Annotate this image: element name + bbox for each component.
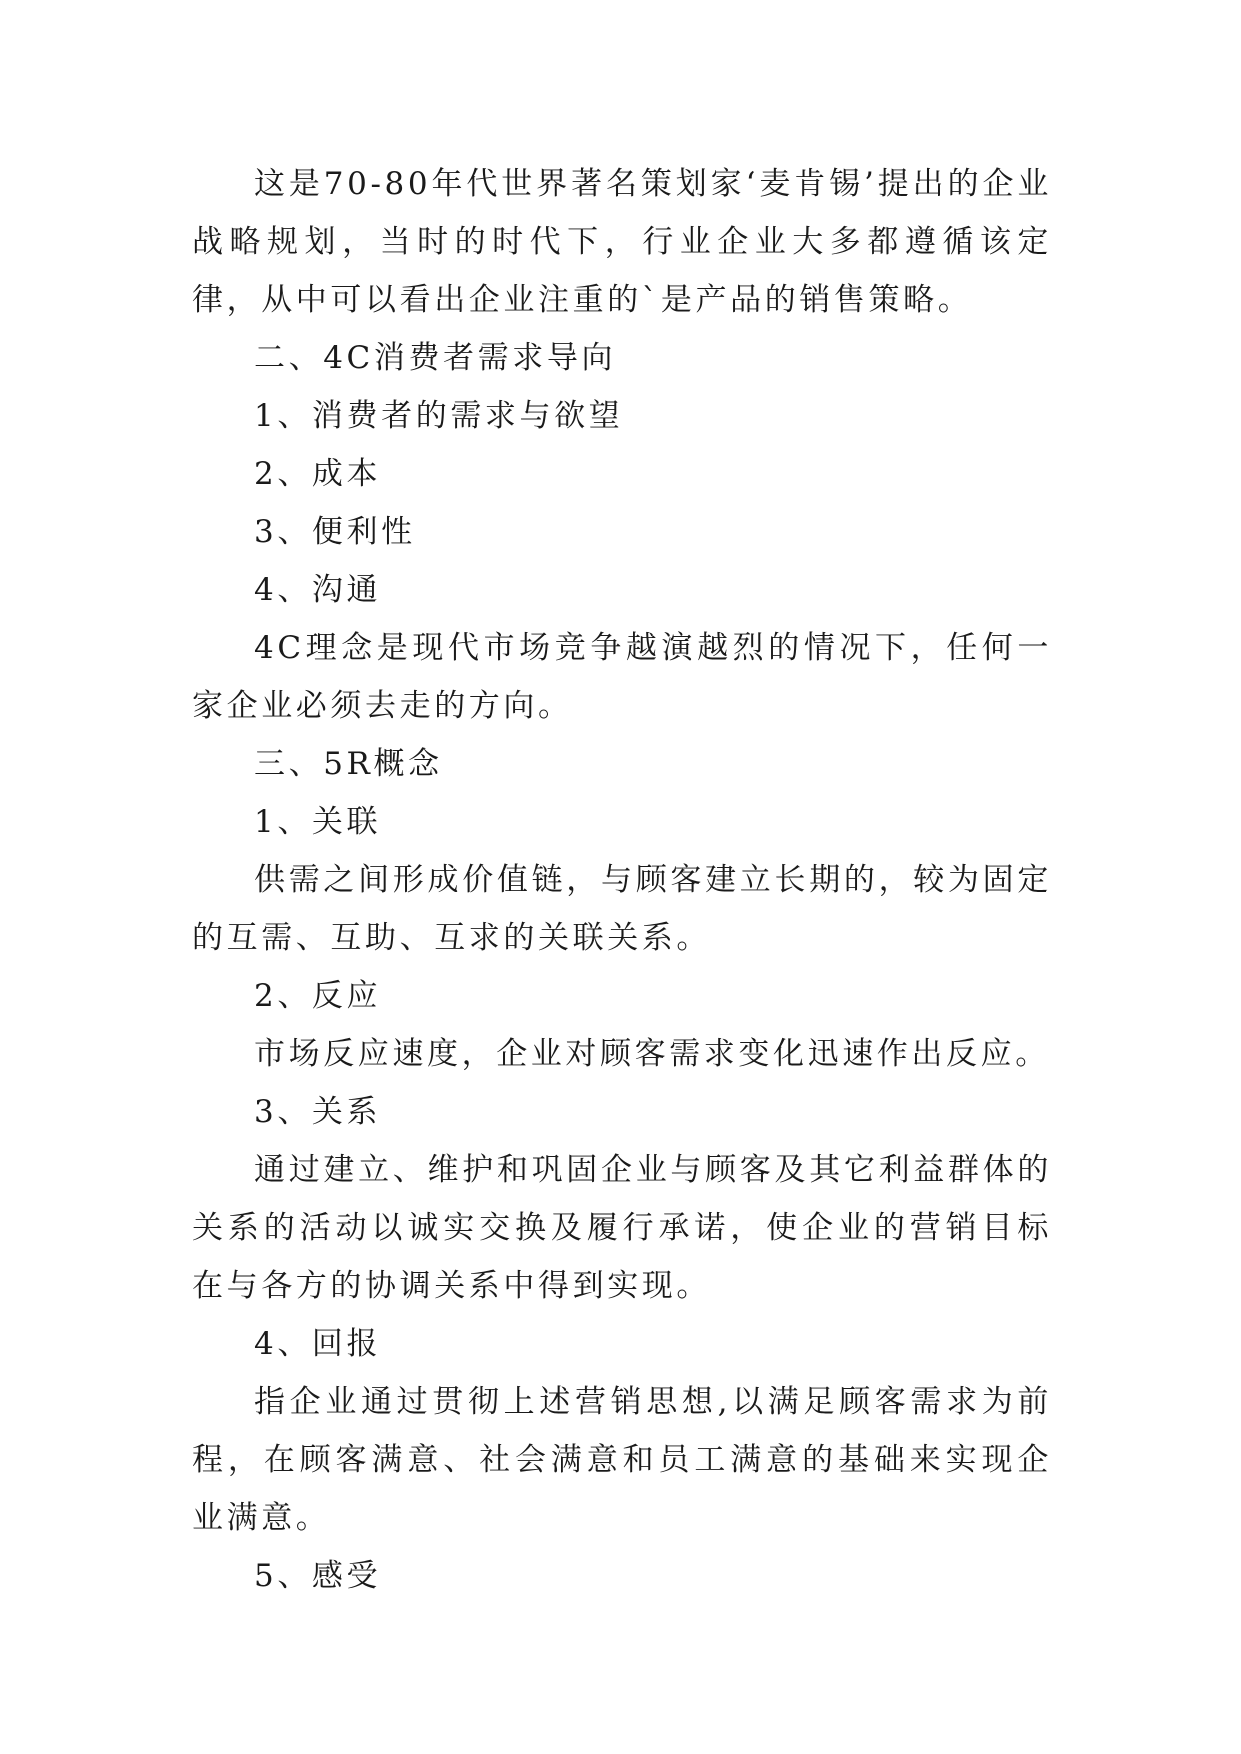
list-item-5r-5: 5、感受 — [254, 1558, 382, 1594]
list-item-4c-3: 3、便利性 — [254, 514, 416, 550]
list-item-5r-3: 3、关系 — [254, 1094, 382, 1130]
list-item-5r-1: 1、关联 — [254, 804, 382, 840]
heading-4c: 二、4C消费者需求导向 — [254, 340, 617, 376]
paragraph-5r-4-body: 指企业通过贯彻上述营销思想,以满足顾客需求为前程，在顾客满意、社会满意和员工满意的基础来实现企业满意。 — [192, 1384, 1052, 1536]
paragraph-5r-2-body: 市场反应速度，企业对顾客需求变化迅速作出反应。 — [254, 1036, 1050, 1072]
list-item-4c-1: 1、消费者的需求与欲望 — [254, 398, 624, 434]
paragraph-mckinsey-intro: 这是70-80年代世界著名策划家‘麦肯锡’提出的企业战略规划，当时的时代下，行业企业大多都遵循该定律，从中可以看出企业注重的`是产品的销售策略。 — [192, 166, 1052, 318]
list-item-5r-4: 4、回报 — [254, 1326, 382, 1362]
list-item-4c-4: 4、沟通 — [254, 572, 382, 608]
heading-5r: 三、5R概念 — [254, 746, 443, 782]
list-item-5r-2: 2、反应 — [254, 978, 382, 1014]
paragraph-4c-summary: 4C理念是现代市场竞争越演越烈的情况下，任何一家企业必须去走的方向。 — [192, 630, 1052, 724]
paragraph-5r-1-body: 供需之间形成价值链，与顾客建立长期的，较为固定的互需、互助、互求的关联关系。 — [192, 862, 1052, 956]
list-item-4c-2: 2、成本 — [254, 456, 382, 492]
paragraph-5r-3-body: 通过建立、维护和巩固企业与顾客及其它利益群体的关系的活动以诚实交换及履行承诺，使企业的营销目标在与各方的协调关系中得到实现。 — [192, 1152, 1052, 1304]
document-body — [192, 155, 1052, 1605]
